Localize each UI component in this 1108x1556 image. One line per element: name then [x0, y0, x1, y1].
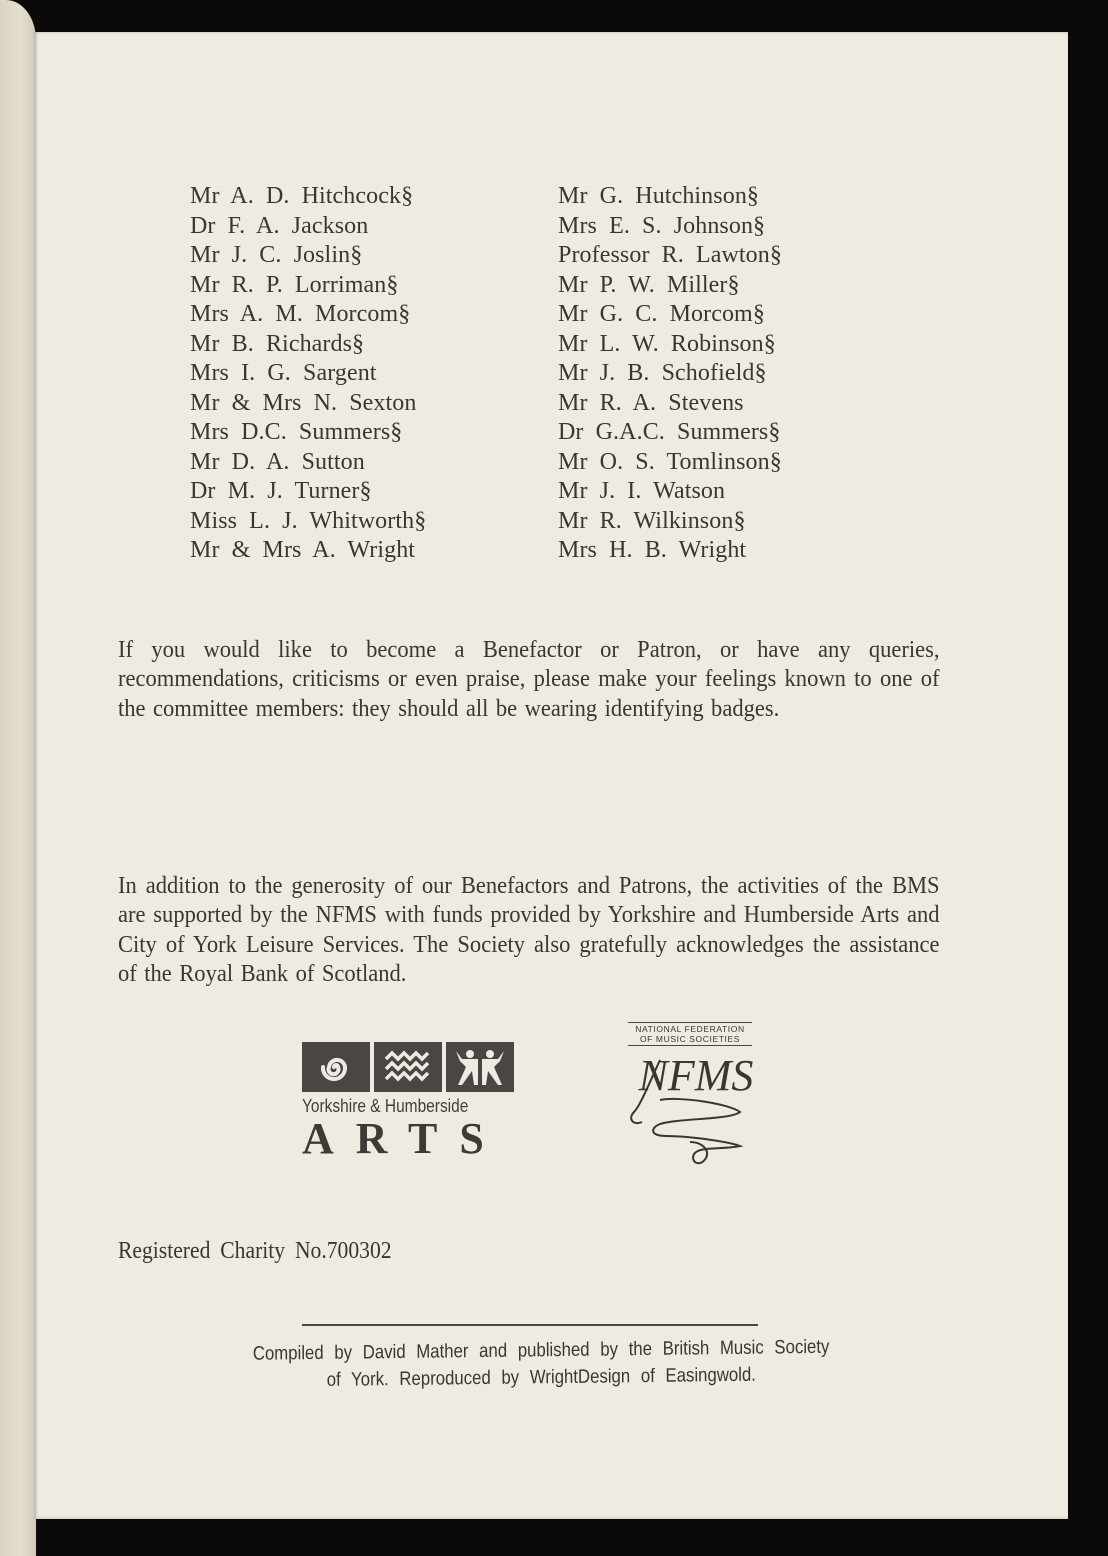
nfms-logo-heading	[628, 1022, 752, 1046]
member-name: Mrs D.C. Summers§	[190, 419, 403, 445]
member-name: Mrs E. S. Johnson§	[558, 212, 766, 239]
member-name: Mr A. D. Hitchcock§	[190, 183, 414, 209]
spiral-icon	[302, 1042, 370, 1092]
member-name: Mr R. Wilkinson§	[558, 507, 746, 534]
yorkshire-humberside-arts-logo	[302, 1042, 522, 1161]
member-column-left	[190, 182, 426, 566]
member-name: Mrs I. G. Sargent	[190, 360, 377, 386]
nfms-monogram-text: NFMS	[638, 1051, 754, 1100]
member-name: Mrs A. M. Morcom§	[190, 301, 411, 327]
nfms-logo-line2: OF MUSIC SOCIETIES	[639, 1034, 741, 1044]
member-name: Dr G.A.C. Summers§	[558, 419, 781, 445]
member-name: Mr D. A. Sutton	[190, 448, 365, 475]
document-page	[34, 32, 1068, 1519]
member-name: Mr P. W. Miller§	[558, 271, 740, 298]
nfms-logo	[620, 1022, 770, 1171]
credits-line-2: of York. Reproduced by WrightDesign of Easingwold.	[326, 1363, 757, 1391]
member-name: Mr R. A. Stevens	[558, 389, 744, 416]
member-name: Mr O. S. Tomlinson§	[558, 448, 782, 475]
yha-logo-name: Yorkshire & Humberside	[302, 1096, 469, 1116]
member-name: Professor R. Lawton§	[558, 242, 782, 268]
nfms-logo-line1: NATIONAL FEDERATION	[635, 1024, 745, 1034]
member-name: Mr B. Richards§	[190, 330, 365, 357]
waves-icon	[374, 1042, 442, 1092]
yha-logo-tiles	[302, 1042, 522, 1092]
acknowledgements-paragraph: In addition to the generosity of our Benefactors and Patrons, the activities of the BMS are supported by the NFMS with funds provided by Yorkshire and Humberside Arts and City of York Leisure Services. The Society also gratefully acknowledges the assistance of the Royal Bank of Scotland.	[118, 871, 940, 987]
facing-page-edge	[0, 0, 36, 1556]
benefactor-invite-paragraph: If you would like to become a Benefactor or Patron, or have any queries, recommendations, criticisms or even praise, please make your feelings known to one of the committee members: they should all be wearing identifying badges.	[118, 635, 940, 722]
credits	[154, 1333, 928, 1396]
member-name: Mr R. P. Lorriman§	[190, 271, 399, 298]
member-name: Mr J. C. Joslin§	[190, 242, 363, 268]
member-name: Mr G. C. Morcom§	[558, 301, 765, 327]
member-name: Mr J. I. Watson	[558, 478, 726, 504]
member-name: Mr & Mrs A. Wright	[190, 537, 416, 563]
member-name: Dr M. J. Turner§	[190, 478, 372, 504]
member-name: Mr G. Hutchinson§	[558, 183, 760, 209]
member-column-right	[558, 182, 782, 566]
yha-logo-arts: ARTS	[302, 1114, 506, 1163]
member-name: Dr F. A. Jackson	[190, 212, 369, 239]
divider-rule	[302, 1324, 758, 1326]
nfms-monogram-flourish-icon	[620, 1046, 770, 1166]
member-name: Mr & Mrs N. Sexton	[190, 389, 417, 416]
credits-line-1: Compiled by David Mather and published by the British Music Society	[252, 1335, 830, 1365]
registered-charity-number: Registered Charity No.700302	[118, 1238, 392, 1264]
dancers-icon	[446, 1042, 514, 1092]
member-name: Mrs H. B. Wright	[558, 537, 747, 563]
member-name: Miss L. J. Whitworth§	[190, 507, 427, 534]
member-name: Mr J. B. Schofield§	[558, 360, 767, 386]
member-name: Mr L. W. Robinson§	[558, 330, 776, 357]
